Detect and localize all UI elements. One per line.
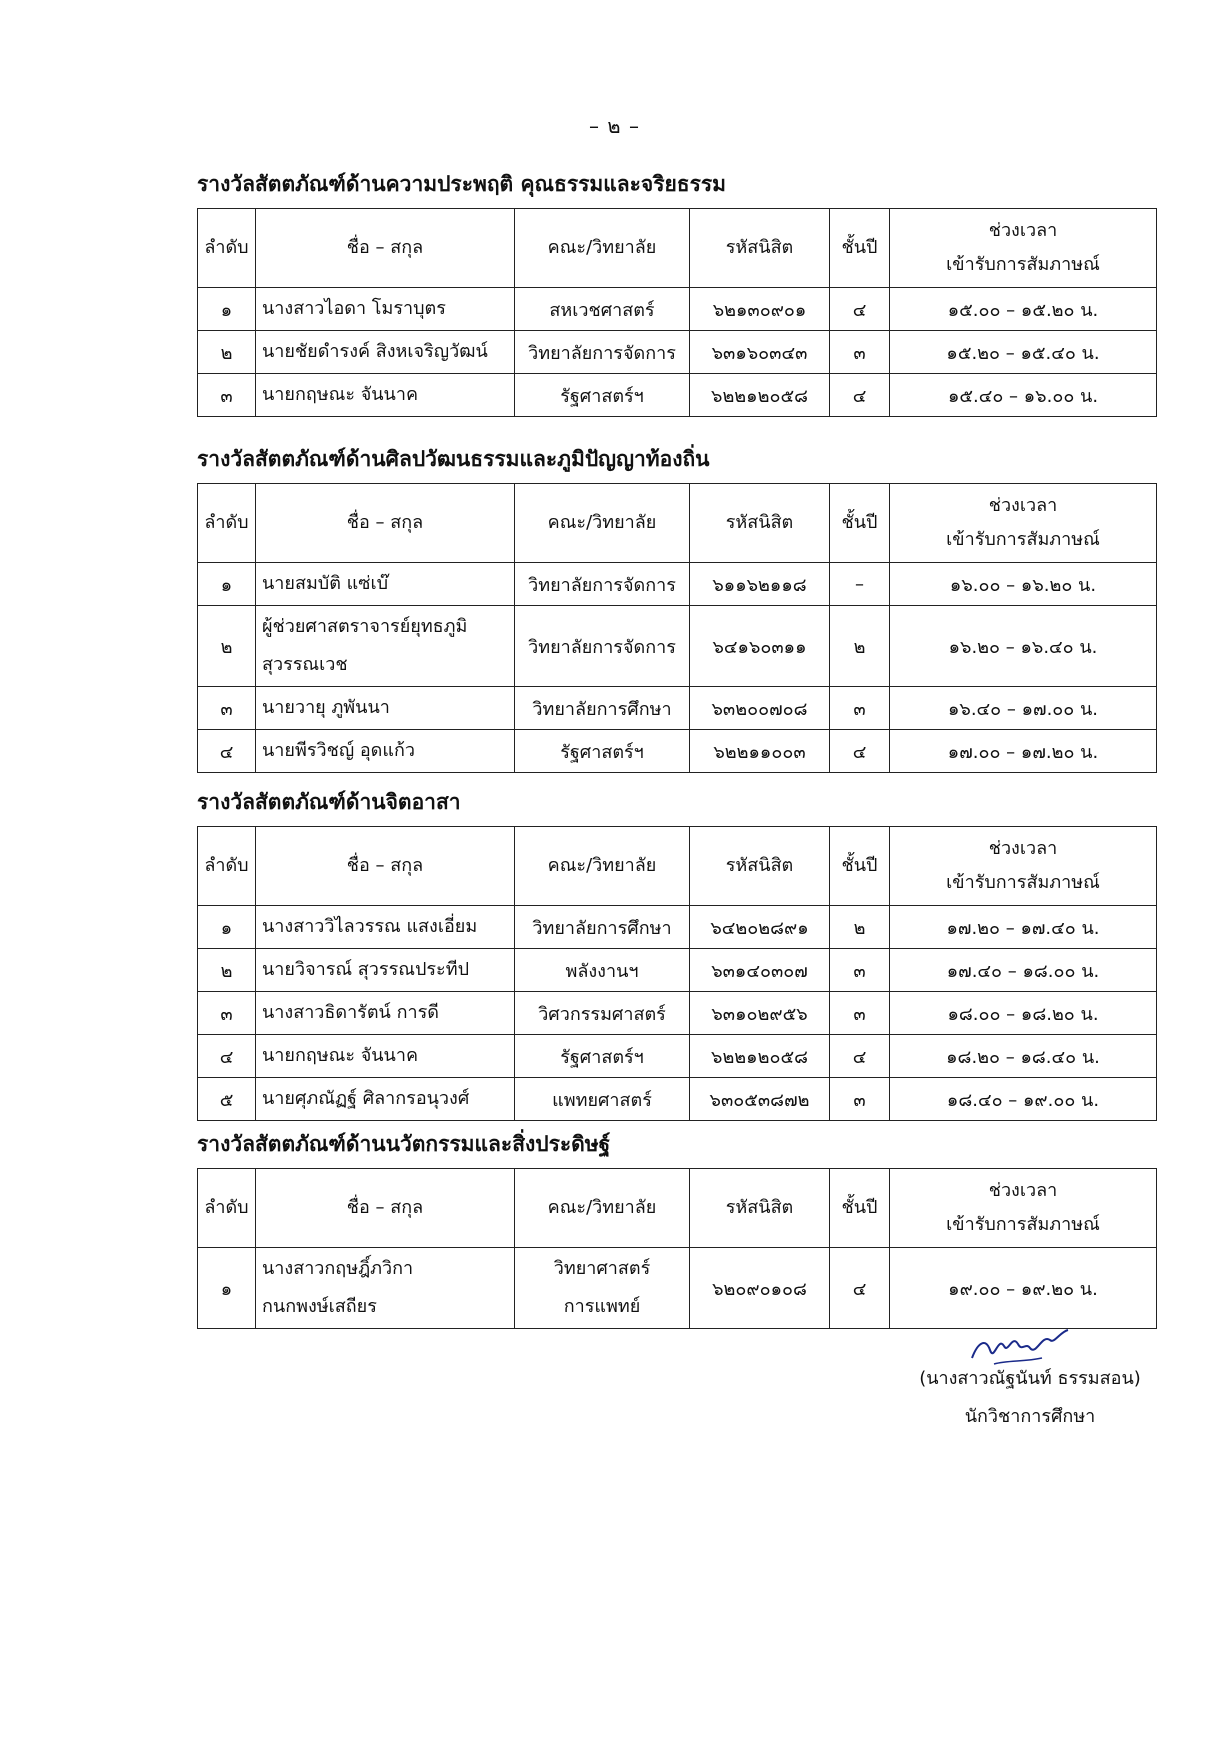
cell-name: นางสาวไอดา โมราบุตร xyxy=(256,288,515,331)
cell-time: ๑๙.๐๐ – ๑๙.๒๐ น. xyxy=(890,1248,1157,1329)
cell-year: ๓ xyxy=(830,687,890,730)
signer-name: (นางสาวณัฐนันท์ ธรรมสอน) xyxy=(919,1368,1141,1389)
cell-student-id: ๖๒๑๓๐๙๐๑ xyxy=(690,288,830,331)
cell-time: ๑๗.๒๐ – ๑๗.๔๐ น. xyxy=(890,906,1157,949)
cell-year: ๔ xyxy=(830,1248,890,1329)
section-title: รางวัลสัตตภัณฑ์ด้านศิลปวัฒนธรรมและภูมิปัญญาท้องถิ่น xyxy=(197,447,710,471)
table-row xyxy=(198,374,1157,417)
cell-name: นางสาววิไลวรรณ แสงเอี่ยม xyxy=(256,906,515,949)
cell-no: ๑ xyxy=(198,1248,256,1329)
page-number: – ๒ – xyxy=(589,114,640,138)
cell-name: นายกฤษณะ จันนาค xyxy=(256,1035,515,1078)
header-year: ชั้นปี xyxy=(830,484,890,563)
award-table xyxy=(197,826,1157,1121)
cell-name: นางสาวธิดารัตน์ การดี xyxy=(256,992,515,1035)
cell-name: นายสมบัติ แซ่เบ๊ xyxy=(256,563,515,606)
cell-year: ๔ xyxy=(830,1035,890,1078)
cell-no: ๓ xyxy=(198,374,256,417)
header-time: ช่วงเวลา เข้ารับการสัมภาษณ์ xyxy=(890,1169,1157,1248)
header-no: ลำดับ xyxy=(198,209,256,288)
cell-student-id: ๖๓๑๖๐๓๔๓ xyxy=(690,331,830,374)
header-name: ชื่อ – สกุล xyxy=(256,1169,515,1248)
cell-no: ๕ xyxy=(198,1078,256,1121)
table-row xyxy=(198,563,1157,606)
cell-name: นายชัยดำรงค์ สิงหเจริญวัฒน์ xyxy=(256,331,515,374)
table-header-row xyxy=(198,484,1157,563)
cell-time: ๑๕.๒๐ – ๑๕.๔๐ น. xyxy=(890,331,1157,374)
table-row xyxy=(198,1035,1157,1078)
cell-faculty: วิทยาลัยการศึกษา xyxy=(515,687,690,730)
cell-name: นายศุภณัฏฐ์ ศิลากรอนุวงศ์ xyxy=(256,1078,515,1121)
table-row xyxy=(198,606,1157,687)
cell-year: ๔ xyxy=(830,730,890,773)
cell-no: ๓ xyxy=(198,992,256,1035)
cell-name: นายวายุ ภูพันนา xyxy=(256,687,515,730)
cell-name: ผู้ช่วยศาสตราจารย์ยุทธภูมิ สุวรรณเวช xyxy=(256,606,515,687)
header-year: ชั้นปี xyxy=(830,209,890,288)
cell-no: ๔ xyxy=(198,730,256,773)
table-header-row xyxy=(198,827,1157,906)
header-student-id: รหัสนิสิต xyxy=(690,1169,830,1248)
cell-no: ๓ xyxy=(198,687,256,730)
cell-student-id: ๖๒๒๑๒๐๕๘ xyxy=(690,374,830,417)
table-row xyxy=(198,949,1157,992)
cell-time: ๑๖.๔๐ – ๑๗.๐๐ น. xyxy=(890,687,1157,730)
cell-year: ๒ xyxy=(830,906,890,949)
cell-faculty: วิทยาลัยการจัดการ xyxy=(515,606,690,687)
signer-position: นักวิชาการศึกษา xyxy=(964,1406,1096,1427)
table-row xyxy=(198,992,1157,1035)
cell-faculty: วิทยาลัยการศึกษา xyxy=(515,906,690,949)
table-row xyxy=(198,331,1157,374)
cell-year: – xyxy=(830,563,890,606)
cell-no: ๔ xyxy=(198,1035,256,1078)
cell-year: ๓ xyxy=(830,949,890,992)
cell-student-id: ๖๒๐๙๐๑๐๘ xyxy=(690,1248,830,1329)
table-header-row xyxy=(198,209,1157,288)
header-name: ชื่อ – สกุล xyxy=(256,827,515,906)
header-no: ลำดับ xyxy=(198,484,256,563)
section-volunteer xyxy=(197,786,1157,1121)
header-time: ช่วงเวลา เข้ารับการสัมภาษณ์ xyxy=(890,209,1157,288)
cell-student-id: ๖๔๑๖๐๓๑๑ xyxy=(690,606,830,687)
header-faculty: คณะ/วิทยาลัย xyxy=(515,484,690,563)
cell-year: ๓ xyxy=(830,331,890,374)
cell-no: ๑ xyxy=(198,288,256,331)
section-culture-wisdom xyxy=(197,443,1157,773)
cell-time: ๑๘.๔๐ – ๑๙.๐๐ น. xyxy=(890,1078,1157,1121)
cell-student-id: ๖๑๑๖๒๑๑๘ xyxy=(690,563,830,606)
cell-student-id: ๖๓๑๐๒๙๕๖ xyxy=(690,992,830,1035)
cell-faculty: รัฐศาสตร์ฯ xyxy=(515,1035,690,1078)
cell-student-id: ๖๒๒๑๑๐๐๓ xyxy=(690,730,830,773)
header-faculty: คณะ/วิทยาลัย xyxy=(515,827,690,906)
cell-faculty: วิศวกรรมศาสตร์ xyxy=(515,992,690,1035)
section-title: รางวัลสัตตภัณฑ์ด้านความประพฤติ คุณธรรมและจริยธรรม xyxy=(197,172,727,196)
cell-time: ๑๖.๒๐ – ๑๖.๔๐ น. xyxy=(890,606,1157,687)
cell-name: นางสาวกฤษฎิ์ภวิกา กนกพงษ์เสถียร xyxy=(256,1248,515,1329)
header-time: ช่วงเวลา เข้ารับการสัมภาษณ์ xyxy=(890,484,1157,563)
cell-time: ๑๕.๐๐ – ๑๕.๒๐ น. xyxy=(890,288,1157,331)
cell-faculty: รัฐศาสตร์ฯ xyxy=(515,374,690,417)
header-year: ชั้นปี xyxy=(830,1169,890,1248)
cell-faculty: แพทยศาสตร์ xyxy=(515,1078,690,1121)
header-no: ลำดับ xyxy=(198,827,256,906)
section-title: รางวัลสัตตภัณฑ์ด้านนวัตกรรมและสิ่งประดิษฐ์ xyxy=(197,1132,611,1156)
cell-year: ๔ xyxy=(830,288,890,331)
handwritten-signature xyxy=(964,1324,1074,1372)
header-time: ช่วงเวลา เข้ารับการสัมภาษณ์ xyxy=(890,827,1157,906)
cell-year: ๔ xyxy=(830,374,890,417)
header-name: ชื่อ – สกุล xyxy=(256,484,515,563)
cell-faculty: วิทยาลัยการจัดการ xyxy=(515,563,690,606)
header-faculty: คณะ/วิทยาลัย xyxy=(515,209,690,288)
table-row xyxy=(198,1078,1157,1121)
table-header-row xyxy=(198,1169,1157,1248)
cell-student-id: ๖๓๑๔๐๓๐๗ xyxy=(690,949,830,992)
cell-faculty: สหเวชศาสตร์ xyxy=(515,288,690,331)
cell-student-id: ๖๓๒๐๐๗๐๘ xyxy=(690,687,830,730)
header-student-id: รหัสนิสิต xyxy=(690,209,830,288)
header-faculty: คณะ/วิทยาลัย xyxy=(515,1169,690,1248)
cell-name: นายวิจารณ์ สุวรรณประทีป xyxy=(256,949,515,992)
header-name: ชื่อ – สกุล xyxy=(256,209,515,288)
cell-time: ๑๖.๐๐ – ๑๖.๒๐ น. xyxy=(890,563,1157,606)
section-conduct-ethics xyxy=(197,168,1157,417)
cell-no: ๑ xyxy=(198,563,256,606)
cell-no: ๑ xyxy=(198,906,256,949)
cell-faculty: วิทยาศาสตร์ การแพทย์ xyxy=(515,1248,690,1329)
signature-block xyxy=(880,1360,1180,1436)
cell-name: นายพีรวิชญ์ อุดแก้ว xyxy=(256,730,515,773)
table-row xyxy=(198,1248,1157,1329)
cell-no: ๒ xyxy=(198,949,256,992)
table-row xyxy=(198,730,1157,773)
cell-year: ๒ xyxy=(830,606,890,687)
header-student-id: รหัสนิสิต xyxy=(690,827,830,906)
header-year: ชั้นปี xyxy=(830,827,890,906)
cell-year: ๓ xyxy=(830,992,890,1035)
table-row xyxy=(198,687,1157,730)
cell-student-id: ๖๒๒๑๒๐๕๘ xyxy=(690,1035,830,1078)
cell-time: ๑๗.๐๐ – ๑๗.๒๐ น. xyxy=(890,730,1157,773)
award-table xyxy=(197,208,1157,417)
cell-time: ๑๗.๔๐ – ๑๘.๐๐ น. xyxy=(890,949,1157,992)
header-no: ลำดับ xyxy=(198,1169,256,1248)
header-student-id: รหัสนิสิต xyxy=(690,484,830,563)
table-row xyxy=(198,906,1157,949)
cell-no: ๒ xyxy=(198,331,256,374)
cell-time: ๑๘.๐๐ – ๑๘.๒๐ น. xyxy=(890,992,1157,1035)
table-row xyxy=(198,288,1157,331)
section-innovation xyxy=(197,1128,1157,1329)
award-table xyxy=(197,1168,1157,1329)
cell-year: ๓ xyxy=(830,1078,890,1121)
section-title: รางวัลสัตตภัณฑ์ด้านจิตอาสา xyxy=(197,790,461,814)
cell-faculty: รัฐศาสตร์ฯ xyxy=(515,730,690,773)
cell-faculty: วิทยาลัยการจัดการ xyxy=(515,331,690,374)
cell-faculty: พลังงานฯ xyxy=(515,949,690,992)
award-table xyxy=(197,483,1157,773)
cell-time: ๑๕.๔๐ – ๑๖.๐๐ น. xyxy=(890,374,1157,417)
cell-time: ๑๘.๒๐ – ๑๘.๔๐ น. xyxy=(890,1035,1157,1078)
cell-no: ๒ xyxy=(198,606,256,687)
cell-student-id: ๖๓๐๕๓๘๗๒ xyxy=(690,1078,830,1121)
cell-name: นายกฤษณะ จันนาค xyxy=(256,374,515,417)
cell-student-id: ๖๔๒๐๒๘๙๑ xyxy=(690,906,830,949)
